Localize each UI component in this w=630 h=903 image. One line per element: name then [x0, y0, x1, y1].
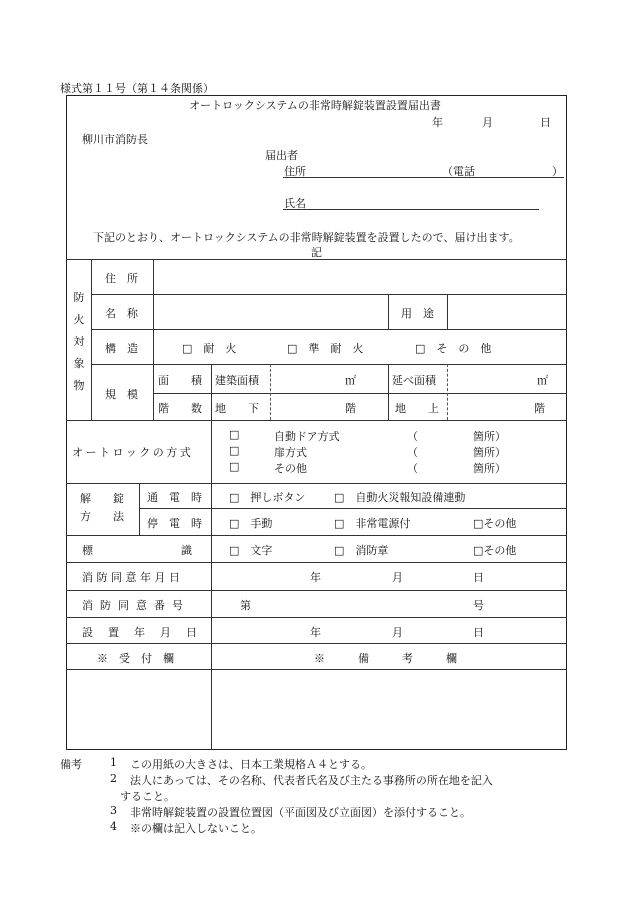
- note-number: 4: [110, 820, 117, 833]
- autolock-option-label: 扉方式: [274, 446, 307, 459]
- rule: [91, 329, 567, 330]
- scale-label: 規 模: [105, 388, 138, 401]
- autolock-count-open: （: [407, 462, 418, 475]
- autolock-count: 箇所）: [473, 430, 506, 443]
- autolock-count-open: （: [407, 430, 418, 443]
- total-floor-area-label: 延べ面積: [392, 374, 436, 387]
- outage-label: 停 電 時: [147, 517, 202, 530]
- notes-label: 備考: [60, 758, 82, 771]
- note-number: 3: [110, 804, 117, 817]
- note-number: 2: [110, 772, 117, 785]
- ki-label: 記: [311, 246, 322, 259]
- consent-year: 年: [310, 571, 321, 584]
- install-day: 日: [473, 626, 484, 639]
- autolock-count: 箇所）: [473, 462, 506, 475]
- name-label: 氏名: [284, 197, 306, 210]
- remarks-column-label: ※ 備 考 欄: [314, 652, 457, 665]
- note-text: この用紙の大きさは、日本工業規格Ａ４とする。: [130, 758, 372, 771]
- structure-other[interactable]: □ そ の 他: [415, 342, 492, 355]
- autolock-checkbox[interactable]: □: [229, 460, 240, 473]
- consent-number-label: 消防同意番号: [82, 599, 190, 612]
- rule: [91, 364, 567, 365]
- structure-label: 構 造: [105, 342, 138, 355]
- date-year: 年: [432, 116, 443, 129]
- sqm-unit: ㎡: [537, 374, 548, 387]
- push-button-option[interactable]: □ 押しボタン: [229, 491, 306, 504]
- reception-column-label: ※ 受 付 欄: [97, 652, 174, 665]
- applicant-label: 届出者: [265, 149, 298, 162]
- install-year: 年: [310, 626, 321, 639]
- structure-semi-fireproof[interactable]: □ 準 耐 火: [287, 342, 364, 355]
- structure-fireproof[interactable]: □ 耐 火: [182, 342, 237, 355]
- statement: 下記のとおり、オートロックシステムの非常時解錠装置を設置したので、届け出ます。: [93, 231, 520, 244]
- above-ground-label: 地 上: [395, 402, 439, 415]
- rule: [66, 259, 567, 260]
- unlock-label-1: 解 錠: [80, 492, 124, 505]
- autolock-count: 箇所）: [473, 446, 506, 459]
- note-text-continued: すること。: [120, 790, 175, 803]
- rule: [66, 562, 567, 563]
- rule: [66, 535, 567, 536]
- basement-label: 地 下: [215, 402, 259, 415]
- rule: [447, 294, 448, 329]
- rule: [91, 259, 92, 420]
- rule: [66, 590, 567, 591]
- note-text: ※の欄は記入しないこと。: [130, 822, 262, 835]
- autolock-label: オートロックの方式: [72, 446, 194, 459]
- rule: [139, 508, 567, 509]
- consent-day: 日: [473, 571, 484, 584]
- sign-emblem-option[interactable]: □ 消防章: [334, 544, 389, 557]
- note-text: 非常時解錠装置の設置位置図（平面図及び立面図）を添付すること。: [130, 806, 471, 819]
- normal-power-label: 通 電 時: [147, 491, 202, 504]
- area-label: 面 積: [158, 374, 202, 387]
- outage-other-option[interactable]: □その他: [473, 517, 517, 530]
- autolock-checkbox[interactable]: □: [229, 428, 240, 441]
- unlock-label-2: 方 法: [80, 510, 124, 523]
- consent-number-suffix: 号: [473, 599, 484, 612]
- name-field-label: 名 称: [105, 307, 138, 320]
- name-underline: [283, 209, 539, 210]
- rule: [139, 483, 140, 535]
- sign-other-option[interactable]: □その他: [473, 544, 517, 557]
- manual-option[interactable]: □ 手動: [229, 517, 273, 530]
- fire-target-side-label: 防 火 対 象 物: [73, 291, 85, 392]
- rule: [211, 420, 212, 750]
- use-field-label: 用 途: [401, 307, 434, 320]
- phone-open: （電話: [442, 165, 475, 178]
- dashed-rule: [447, 364, 448, 420]
- rule: [388, 364, 389, 420]
- rule: [66, 669, 567, 670]
- sqm-unit: ㎡: [345, 374, 356, 387]
- rule: [66, 420, 567, 421]
- address-underline: [283, 177, 564, 178]
- rule: [66, 643, 567, 644]
- floor-unit: 階: [345, 402, 356, 415]
- dashed-rule: [270, 364, 271, 420]
- install-date-label: 設置年月日: [82, 626, 212, 639]
- sign-label: 標 識: [82, 544, 192, 557]
- autolock-count-open: （: [407, 446, 418, 459]
- emergency-power-option[interactable]: □ 非常電源付: [334, 517, 411, 530]
- autolock-option-label: 自動ドア方式: [274, 430, 340, 443]
- form-title: オートロックシステムの非常時解錠装置設置届出書: [189, 99, 441, 112]
- addressee: 柳川市消防長: [82, 133, 148, 146]
- date-day: 日: [540, 116, 551, 129]
- note-number: 1: [110, 756, 117, 769]
- phone-close: ）: [552, 165, 563, 178]
- consent-date-label: 消防同意年月日: [82, 571, 184, 584]
- rule: [388, 294, 389, 329]
- fire-alarm-link-option[interactable]: □ 自動火災報知設備連動: [334, 491, 466, 504]
- consent-number-prefix: 第: [240, 599, 251, 612]
- date-month: 月: [482, 116, 493, 129]
- floors-label: 階 数: [158, 402, 202, 415]
- note-text: 法人にあっては、その名称、代表者氏名及び主たる事務所の所在地を記入: [130, 774, 493, 787]
- building-area-label: 建築面積: [215, 374, 259, 387]
- consent-month: 月: [392, 571, 403, 584]
- rule: [153, 259, 154, 420]
- rule: [91, 294, 567, 295]
- form-number: 様式第１１号（第１４条関係）: [60, 82, 214, 95]
- rule: [211, 364, 212, 420]
- rule: [153, 393, 567, 394]
- autolock-option-label: その他: [274, 462, 307, 475]
- autolock-checkbox[interactable]: □: [229, 444, 240, 457]
- floor-unit: 階: [534, 402, 545, 415]
- address-label: 住所: [284, 165, 306, 178]
- rule: [66, 617, 567, 618]
- rule: [66, 483, 567, 484]
- sign-text-option[interactable]: □ 文字: [229, 544, 273, 557]
- address-field-label: 住 所: [105, 272, 138, 285]
- install-month: 月: [392, 626, 403, 639]
